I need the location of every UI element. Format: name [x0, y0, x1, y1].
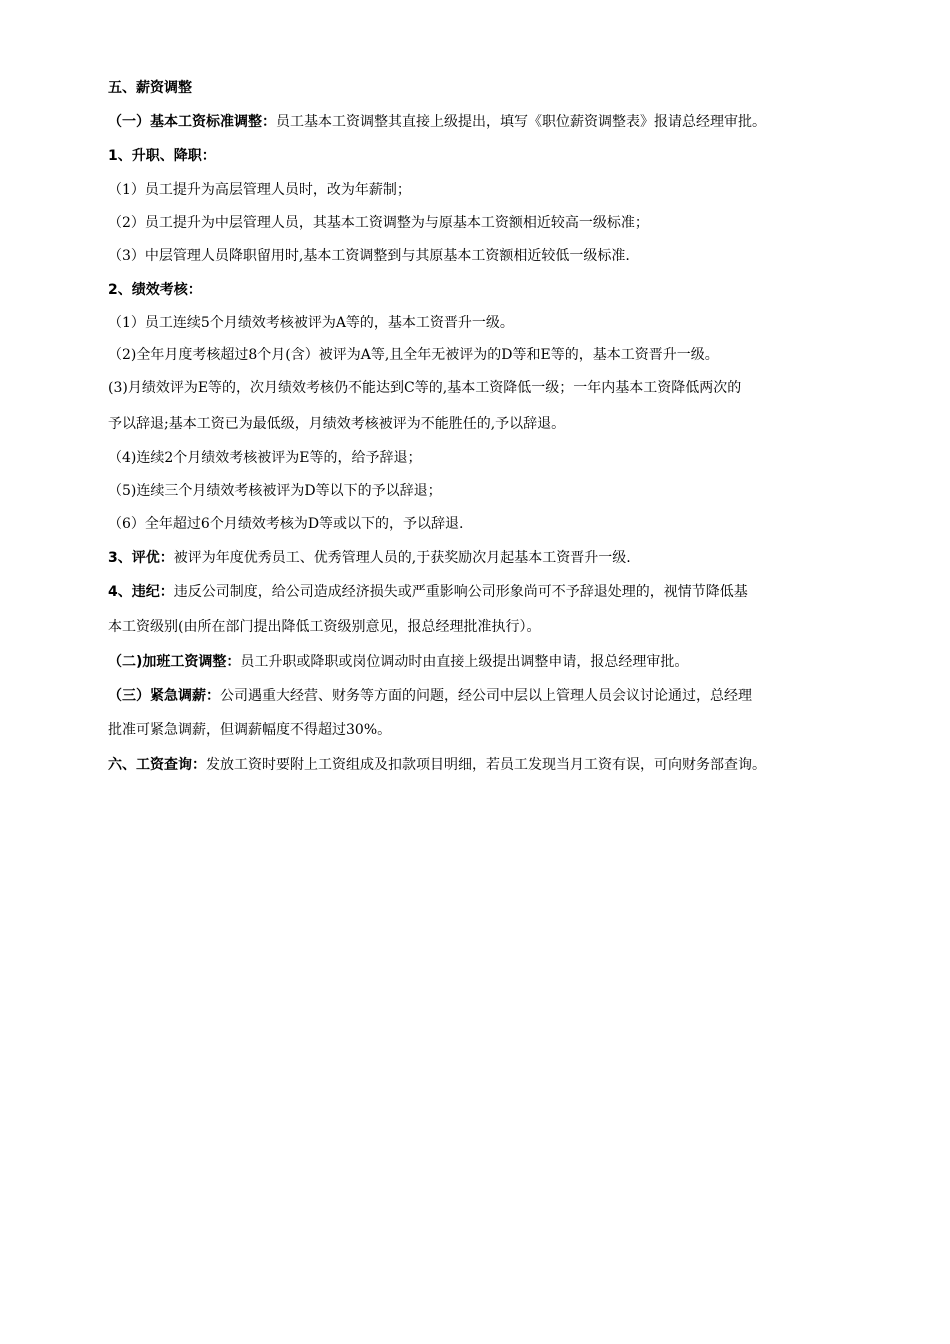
sub-3-paragraph	[108, 686, 892, 706]
section-6-heading: 六、工资查询：	[108, 757, 206, 773]
sub-2-heading: （二)加班工资调整：	[108, 654, 241, 670]
item-1-line: （2）员工提升为中层管理人员，其基本工资调整为与原基本工资额相近较高一级标准；	[108, 215, 649, 231]
item-2-line: （5)连续三个月绩效考核被评为D等以下的予以辞退；	[108, 483, 442, 499]
sub-2-paragraph	[108, 652, 892, 672]
item-2-line: （1）员工连续5个月绩效考核被评为A等的，基本工资晋升一级。	[108, 315, 514, 331]
sub-3-text: 公司遇重大经营、财务等方面的问题，经公司中层以上管理人员会议讨论通过，总经理	[220, 688, 752, 704]
sub-3-continuation: 批准可紧急调薪，但调薪幅度不得超过30%。	[108, 722, 392, 738]
item-2-line: （2)全年月度考核超过8个月(含）被评为A等,且全年无被评为的D等和E等的，基本工资晋升一级。	[108, 347, 719, 363]
item-3-text: 被评为年度优秀员工、优秀管理人员的,于获奖励次月起基本工资晋升一级.	[173, 550, 631, 566]
sub-2-text: 员工升职或降职或岗位调动时由直接上级提出调整申请，报总经理审批。	[240, 654, 689, 670]
item-1-heading: 1、升职、降职：	[108, 148, 216, 164]
item-2-line: (3)月绩效评为E等的，次月绩效考核仍不能达到C等的,基本工资降低一级；一年内基本工资降低两次的	[108, 380, 742, 396]
item-4-heading: 4、违纪：	[108, 584, 174, 600]
item-3-heading: 3、评优：	[108, 550, 174, 566]
item-3-paragraph	[108, 548, 892, 568]
item-2-line: 予以辞退;基本工资已为最低级，月绩效考核被评为不能胜任的,予以辞退。	[108, 416, 566, 432]
item-4-paragraph	[108, 582, 892, 602]
item-1-line: （1）员工提升为高层管理人员时，改为年薪制；	[108, 182, 411, 198]
item-2-line: （6）全年超过6个月绩效考核为D等或以下的，予以辞退.	[108, 516, 464, 532]
sub-1-paragraph	[108, 112, 892, 132]
item-2-heading: 2、绩效考核：	[108, 282, 202, 298]
sub-1-heading: （一）基本工资标准调整：	[108, 114, 276, 130]
section-6-paragraph	[108, 755, 892, 775]
item-4-continuation: 本工资级别(由所在部门提出降低工资级别意见，报总经理批准执行）。	[108, 619, 541, 635]
sub-1-text: 员工基本工资调整其直接上级提出，填写《职位薪资调整表》报请总经理审批。	[276, 114, 766, 130]
section-5-title: 五、薪资调整	[108, 80, 192, 96]
item-2-line: （4)连续2个月绩效考核被评为E等的，给予辞退；	[108, 450, 422, 466]
section-6-text: 发放工资时要附上工资组成及扣款项目明细，若员工发现当月工资有误，可向财务部查询。	[206, 757, 766, 773]
item-4-text: 违反公司制度，给公司造成经济损失或严重影响公司形象尚可不予辞退处理的，视情节降低基	[173, 584, 748, 600]
sub-3-heading: （三）紧急调薪：	[108, 688, 220, 704]
item-1-line: （3）中层管理人员降职留用时,基本工资调整到与其原基本工资额相近较低一级标准.	[108, 248, 630, 264]
